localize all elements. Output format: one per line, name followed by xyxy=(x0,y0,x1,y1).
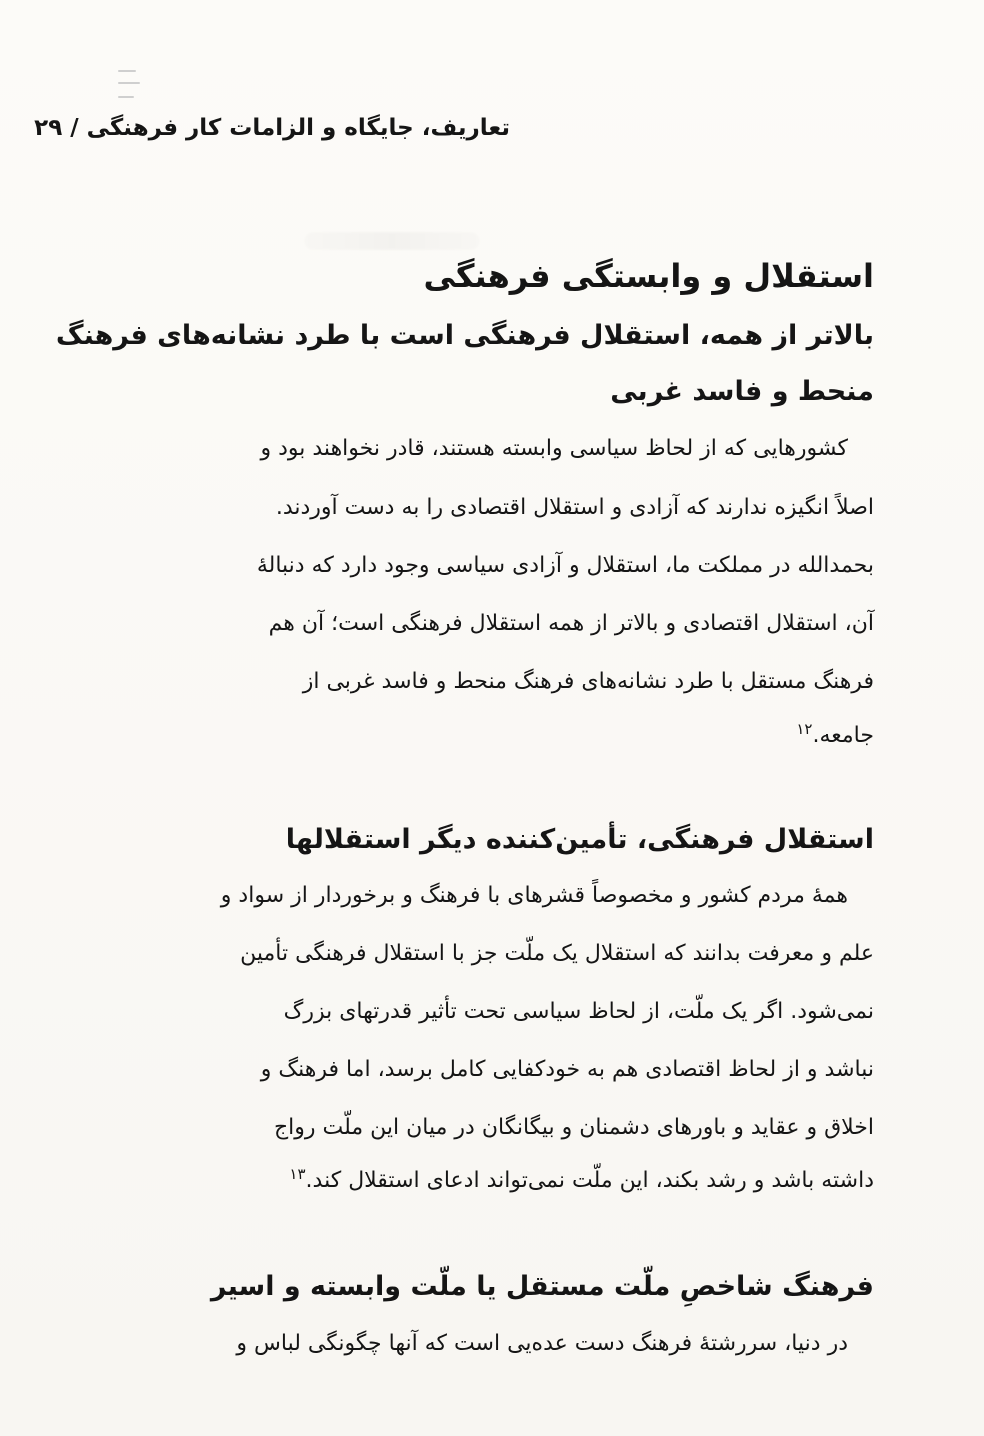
section-1-subtitle-line-1: بالاتر از همه، استقلال فرهنگی است با طرد نشانه‌های فرهنگ xyxy=(55,320,874,351)
section-2-last-line-text: داشته باشد و رشد بکند، این ملّت نمی‌تواند ادعای استقلال کند. xyxy=(305,1168,874,1193)
footnote-13: ۱۳ xyxy=(289,1164,306,1183)
section-2-paragraph-line-2: علم و معرفت بدانند که استقلال یک ملّت جز با استقلال فرهنگی تأمین xyxy=(240,941,874,966)
corner-mark-2 xyxy=(118,82,140,84)
section-1-paragraph-line-3: بحمدالله در مملکت ما، استقلال و آزادی سیاسی وجود دارد که دنبالهٔ xyxy=(256,553,874,578)
corner-marks xyxy=(118,70,142,102)
corner-mark-1 xyxy=(118,70,136,72)
section-1-paragraph-line-2: اصلاً انگیزه ندارند که آزادی و استقلال اقتصادی را به دست آوردند. xyxy=(275,495,874,520)
section-1-title: استقلال و وابستگی فرهنگی xyxy=(423,257,874,295)
running-head: تعاریف، جایگاه و الزامات کار فرهنگی / ۲۹ xyxy=(34,115,510,141)
section-2-paragraph-line-4: نباشد و از لحاظ اقتصادی هم به خودکفایی کامل برسد، اما فرهنگ و xyxy=(260,1057,874,1082)
section-1-paragraph-line-5: فرهنگ مستقل با طرد نشانه‌های فرهنگ منحط و فاسد غربی از xyxy=(302,669,874,694)
corner-mark-3 xyxy=(118,96,134,98)
section-2-paragraph-line-3: نمی‌شود. اگر یک ملّت، از لحاظ سیاسی تحت تأثیر قدرتهای بزرگ xyxy=(283,999,874,1024)
section-2-title: استقلال فرهنگی، تأمین‌کننده دیگر استقلالها xyxy=(285,824,874,855)
footnote-12: ۱۲ xyxy=(796,719,813,738)
section-1-paragraph-line-4: آن، استقلال اقتصادی و بالاتر از همه استقلال فرهنگی است؛ آن هم xyxy=(268,611,874,636)
section-1-paragraph-line-1: کشورهایی که از لحاظ سیاسی وابسته هستند، قادر نخواهند بود و xyxy=(260,436,848,461)
section-3-paragraph-line-1: در دنیا، سررشتهٔ فرهنگ دست عده‌یی است که آنها چگونگی لباس و xyxy=(236,1331,848,1356)
section-2-paragraph-line-6 xyxy=(287,1164,874,1193)
section-1-last-line-text: جامعه. xyxy=(812,723,874,748)
section-2-paragraph-line-1: همهٔ مردم کشور و مخصوصاً قشرهای با فرهنگ و برخوردار از سواد و xyxy=(220,883,848,908)
section-3-title: فرهنگ شاخصِ ملّت مستقل یا ملّت وابسته و اسیر xyxy=(210,1271,874,1302)
faint-show-through xyxy=(304,232,480,250)
section-1-paragraph-line-6 xyxy=(794,719,874,748)
section-1-subtitle-line-2: منحط و فاسد غربی xyxy=(610,376,874,407)
section-2-paragraph-line-5: اخلاق و عقاید و باورهای دشمنان و بیگانگان در میان این ملّت رواج xyxy=(273,1115,874,1140)
